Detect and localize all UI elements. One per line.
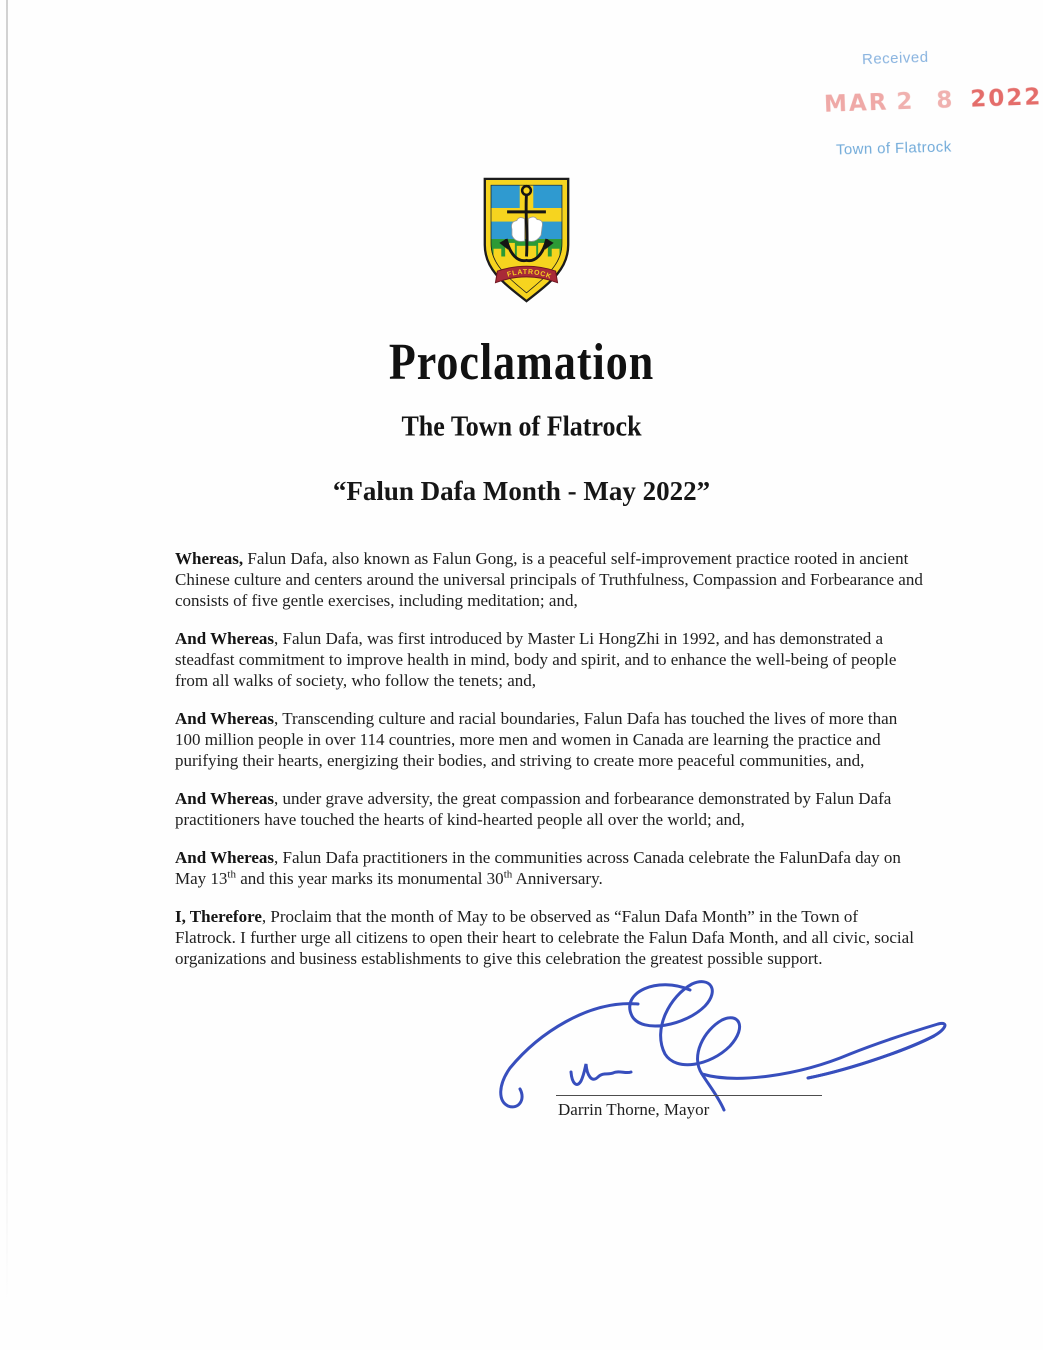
whereas-paragraph-4 bbox=[175, 788, 923, 830]
signatory-name: Darrin Thorne, Mayor bbox=[558, 1100, 710, 1119]
paragraph-lead: I, Therefore bbox=[175, 907, 262, 926]
document-heading: “Falun Dafa Month - May 2022” bbox=[332, 476, 711, 506]
date-stamp-year: 2022 bbox=[969, 84, 1043, 113]
paragraph-text: , Proclaim that the month of May to be observed as “Falun Dafa Month” in the Town of Flatrock. I further urge all citizens to open their heart to celebrate the Falun Dafa Month, and all civic, social organizations and business establishments to give this celebration the greatest possible support. bbox=[175, 907, 914, 968]
paragraph-text: , Falun Dafa, was first introduced by Master Li HongZhi in 1992, and has demonstrated a steadfast commitment to improve health in mind, body and spirit, and to enhance the well-being of people from all walks of society, who follow the tenets; and, bbox=[175, 629, 897, 690]
paragraph-text: , Falun Dafa practitioners in the communities across Canada celebrate the FalunDafa day on May 13th and this year marks its monumental 30th Anniversary. bbox=[175, 848, 901, 888]
scan-artifact-line bbox=[6, 0, 8, 1305]
date-stamp-day: 2 8 bbox=[895, 87, 961, 116]
proclamation-body bbox=[175, 548, 923, 986]
paragraph-lead: And Whereas bbox=[175, 629, 275, 648]
office-stamp: Town of Flatrock bbox=[835, 138, 952, 159]
paragraph-lead: And Whereas bbox=[175, 709, 275, 728]
paragraph-lead: Whereas, bbox=[175, 549, 244, 568]
town-of-flatrock-crest-icon bbox=[478, 175, 575, 305]
mayor-signature-ink bbox=[478, 972, 956, 1122]
received-stamp: Received bbox=[861, 48, 929, 69]
whereas-paragraph-3 bbox=[175, 708, 923, 771]
whereas-paragraph-2 bbox=[175, 628, 923, 691]
paragraph-text: , Transcending culture and racial boundaries, Falun Dafa has touched the lives of more than 100 million people in over 114 countries, more men and women in Canada are learning the practice and purifying their hearts, energizing their bodies, and striving to create more peaceful communities, and, bbox=[175, 709, 898, 770]
paragraph-text: Falun Dafa, also known as Falun Gong, is a peaceful self-improvement practice rooted in ancient Chinese culture and centers around the universal principals of Truthfulness, Compassion and Forbearance and consists of five gentle exercises, including meditation; and, bbox=[175, 549, 923, 610]
crest-banner-text: FLATROCK bbox=[506, 268, 553, 281]
date-stamp bbox=[824, 84, 1043, 118]
whereas-paragraph-5 bbox=[175, 847, 923, 889]
paragraph-text: , under grave adversity, the great compassion and forbearance demonstrated by Falun Dafa practitioners have touched the hearts of kind-hearted people all over the world; and, bbox=[175, 789, 892, 829]
proclamation-title: Proclamation bbox=[388, 333, 655, 391]
whereas-paragraph-1 bbox=[175, 548, 923, 611]
town-subtitle: The Town of Flatrock bbox=[401, 410, 642, 442]
therefore-paragraph bbox=[175, 906, 923, 969]
signature-line bbox=[556, 1095, 822, 1096]
date-stamp-month: MAR bbox=[823, 89, 889, 118]
paragraph-lead: And Whereas bbox=[175, 848, 275, 867]
paragraph-lead: And Whereas bbox=[175, 789, 275, 808]
